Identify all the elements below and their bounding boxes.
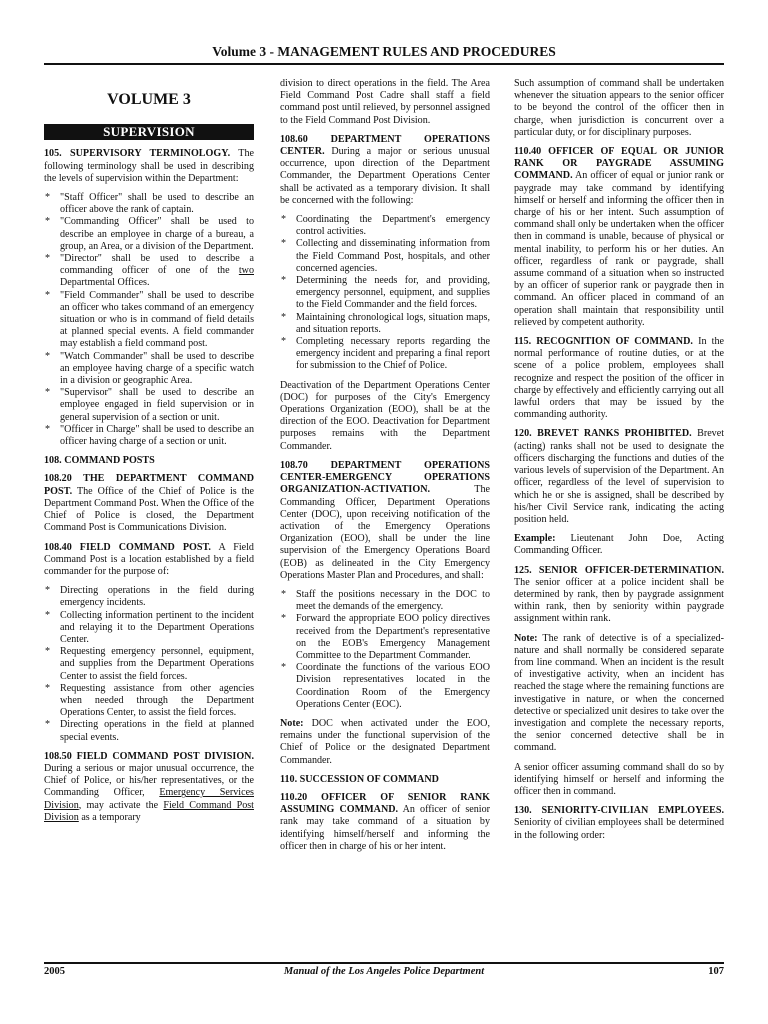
- section-110-40-heading: 110.40 OFFICER OF EQUAL OR JUNIOR RANK OR PAYGRADE ASSUMING COMMAND.: [514, 146, 724, 182]
- example: [514, 533, 724, 557]
- paragraph: Such assumption of command shall be undertaken whenever the situation appears to the senior officer to be beyond the control of the officer then in charge, when jurisdiction is concurrent over a particular duty, or for disciplinary purposes.: [514, 78, 724, 138]
- chapter-band: SUPERVISION: [44, 124, 254, 140]
- page-number: 107: [708, 966, 724, 977]
- section-130: [514, 805, 724, 842]
- section-108-40-body: A Field Command Post is a location established by a field commander for the purpose of:: [44, 541, 254, 577]
- section-110-40: [514, 146, 724, 329]
- underlined-text: Emergency Services Division: [44, 787, 254, 811]
- footer-year: 2005: [44, 966, 65, 977]
- section-108-70-list: [280, 589, 490, 711]
- column-3: [514, 78, 724, 849]
- section-108-60-list: [280, 214, 490, 373]
- section-108-70-body: The Commanding Officer, Department Operations Center (DOC), upon receiving notification of the activation of the Emergency Operations Organization (EOO), shall be under the line supervision of the Emergency Operations Board (EOB) as delineated in the City Emergency Operations Master Plan and Procedures, and shall:: [280, 484, 490, 581]
- section-108-50-body: During a serious or major unusual occurrence, the Chief of Police, or his/her representatives, or the Commanding Officer,: [44, 762, 254, 799]
- example-body: Lieutenant John Doe, Acting Commanding Officer.: [514, 533, 724, 557]
- list-item-text: Departmental Offices.: [60, 277, 150, 289]
- section-108-20-body: The Office of the Chief of Police is the Department Command Post. When the Office of the Chief of Police is closed, the Department Command Post is Communications Division.: [44, 485, 255, 534]
- list-item: * "Commanding Officer" shall be used to describe an employee in charge of a bureau, a group, an Area, or a division of the Department.: [44, 216, 254, 253]
- list-item: * "Staff Officer" shall be used to describe an officer above the rank of captain.: [44, 192, 254, 216]
- column-2: [280, 78, 490, 860]
- section-108-50-body: , may activate the: [78, 799, 159, 811]
- footer-manual-title: Manual of the Los Angeles Police Department: [283, 966, 485, 977]
- section-120: [514, 428, 724, 526]
- note-body: DOC when activated under the EOO, remains under the functional supervision of the Chief of Police or the designated Department Commander.: [280, 717, 490, 766]
- section-130-body: Seniority of civilian employees shall be determined in the following order:: [514, 817, 724, 841]
- section-110-20-heading: 110.20 OFFICER OF SENIOR RANK ASSUMING COMMAND.: [280, 791, 490, 816]
- note: [280, 718, 490, 767]
- list-item: * Requesting emergency personnel, equipment, and supplies from the Department Operations Center to assist the field forces.: [44, 646, 254, 683]
- section-108-20-heading: 108.20 THE DEPARTMENT COMMAND POST.: [44, 473, 254, 497]
- paragraph: Deactivation of the Department Operations Center (DOC) for purposes of the City's Emergency Operations Organization (EOO), shall be at the direction of the EOO. Deactivation for Department purposes remains with the Department Commander.: [280, 379, 490, 452]
- section-105-list: [44, 192, 254, 448]
- section-110-20: [280, 792, 490, 853]
- list-item: * Maintaining chronological logs, situation maps, and situation reports.: [280, 312, 490, 336]
- note-label: Note:: [514, 632, 538, 644]
- list-item: * Requesting assistance from other agencies when needed through the Department Operations Center, to assist the field forces.: [44, 683, 254, 720]
- underlined-text: Field Command Post Division: [44, 799, 254, 823]
- list-item: * Coordinating the Department's emergency control activities.: [280, 214, 490, 238]
- volume-title: VOLUME 3: [107, 91, 191, 108]
- section-120-body: Brevet (acting) ranks shall not be used to designate the officers discharging the functions and duties of the various levels of supervision of the Department. An officer, regardless of the level of supervision to which he or she is assigned, shall be described by his/her Civil Service rank, indicating the acting position held.: [514, 428, 724, 525]
- list-item: * Forward the appropriate EOO policy directives received from the Department's representative on the EOB's Emergency Management Committee to the Department Commander.: [280, 613, 490, 662]
- section-108-60-heading: 108.60 DEPARTMENT OPERATIONS CENTER.: [280, 133, 490, 158]
- section-120-heading: 120. BREVET RANKS PROHIBITED.: [514, 428, 692, 440]
- example-label: Example:: [514, 533, 556, 545]
- section-108-heading: 108. COMMAND POSTS: [44, 455, 155, 467]
- section-125-heading: 125. SENIOR OFFICER-DETERMINATION.: [514, 564, 724, 576]
- section-115: [514, 336, 724, 421]
- list-item: * "Watch Commander" shall be used to describe an employee having charge of a specific watch in a division or geographic Area.: [44, 351, 254, 388]
- note: [514, 633, 724, 755]
- underlined-text: two: [238, 265, 254, 277]
- section-108-50: [44, 751, 254, 824]
- section-108-70: [280, 460, 490, 582]
- list-item-text: "Director" shall be used to describe a commanding officer of one of the: [60, 253, 254, 277]
- section-108-40-heading: 108.40 FIELD COMMAND POST.: [44, 541, 211, 553]
- section-115-heading: 115. RECOGNITION OF COMMAND.: [514, 336, 693, 348]
- section-108-70-heading: 108.70 DEPARTMENT OPERATIONS CENTER-EMERGENCY OPERATIONS ORGANIZATION-ACTIVATION.: [280, 459, 490, 496]
- section-125: [514, 565, 724, 626]
- section-108-40-list: [44, 585, 254, 744]
- running-header: Volume 3 - MANAGEMENT RULES AND PROCEDURES: [212, 44, 556, 59]
- section-105-body: The following terminology shall be used in describing the levels of supervision within the Department:: [44, 148, 254, 184]
- list-item: * Collecting and disseminating information from the Field Command Post, hospitals, and other concerned agencies.: [280, 238, 490, 275]
- footer-rule: [44, 962, 724, 964]
- section-108-60: [280, 134, 490, 207]
- section-110-heading: 110. SUCCESSION OF COMMAND: [280, 773, 439, 785]
- paragraph: division to direct operations in the field. The Area Field Command Post Cadre shall staff a field command post until relieved, by personnel assigned to the Field Command Post Division.: [280, 78, 490, 126]
- column-1: [44, 78, 254, 831]
- list-item: * Collecting information pertinent to the incident and relaying it to the Department Operations Center.: [44, 610, 254, 647]
- paragraph: A senior officer assuming command shall do so by identifying himself or herself and informing the officer then in command.: [514, 761, 724, 797]
- list-item: * "Field Commander" shall be used to describe an officer who takes command of an emergency situation or who is in command of field details at planned special events. A field commander may establish a field command post.: [44, 290, 254, 351]
- note-label: Note:: [280, 717, 304, 729]
- section-105: [44, 148, 254, 185]
- list-item: * Completing necessary reports regarding the emergency incident and preparing a final report for submission to the Chief of Police.: [280, 336, 490, 373]
- section-130-heading: 130. SENIORITY-CIVILIAN EMPLOYEES.: [514, 805, 724, 817]
- list-item: * "Supervisor" shall be used to describe an employee engaged in field supervision or in general supervision of a section or unit.: [44, 387, 254, 424]
- list-item: * Directing operations in the field at planned special events.: [44, 719, 254, 743]
- section-108-20: [44, 473, 254, 534]
- section-108-60-body: During a major or serious unusual occurrence, upon direction of the Department Commander, the Department Operations Center shall be activated as a temporary division. It shall be concerned with the following:: [280, 146, 490, 206]
- section-105-heading: 105. SUPERVISORY TERMINOLOGY.: [44, 148, 231, 160]
- list-item: * Staff the positions necessary in the DOC to meet the demands of the emergency.: [280, 589, 490, 613]
- section-108-40: [44, 542, 254, 579]
- note-body: The rank of detective is of a specialized-nature and shall normally be considered separate from line command. When an incident is the result of investigative activity, when an incident has reached the stage where the remaining functions are investigative in nature, or when the concerned detective or specialized unit desires to take over the investigation and complete the necessary reports, the senior concerned detective shall be in command.: [514, 632, 725, 754]
- list-item: [44, 253, 254, 290]
- list-item: * Determining the needs for, and providing, emergency personnel, equipment, and supplies to the Field Commander and the field forces.: [280, 275, 490, 312]
- list-item: * Coordinate the functions of the various EOO Division representatives located in the Coordination Room of the Emergency Operations Center (EOC).: [280, 662, 490, 711]
- list-item: * Directing operations in the field during emergency incidents.: [44, 585, 254, 609]
- section-108-50-body: as a temporary: [81, 811, 141, 823]
- section-125-body: The senior officer at a police incident shall be determined by rank, then by paygrade assignment within rank, then by seniority within paygrade assignment within rank.: [514, 576, 724, 625]
- section-110-40-body: An officer of equal or junior rank or paygrade may take command by identifying himself or herself and informing the officer then in charge of his or her intent. Such assumption of command shall only be undertaken when the officer then in command is unable, because of physical or mental inability, to perform his or her duties. An officer, regardless of rank or paygrade, shall assume command of a situation when so instructed by an officer of superior rank or paygrade then in command. An officer placed in command of an operation shall maintain that responsibility until relieved by competent authority.: [514, 170, 725, 328]
- header-rule: [44, 63, 724, 65]
- section-108-50-heading: 108.50 FIELD COMMAND POST DIVISION.: [44, 750, 254, 762]
- section-115-body: In the normal performance of routine duties, or at the scene of a police problem, employees shall recognize and respect the position of the officer in charge by effectively and efficiently carrying out all lawful orders that may be issued by the commanding authority.: [514, 336, 724, 421]
- section-110-20-body: An officer of senior rank may take command of a situation by identifying himself/herself and informing the officer then in charge of his or her intent.: [280, 804, 490, 852]
- list-item: * "Officer in Charge" shall be used to describe an officer having charge of a section or unit.: [44, 424, 254, 448]
